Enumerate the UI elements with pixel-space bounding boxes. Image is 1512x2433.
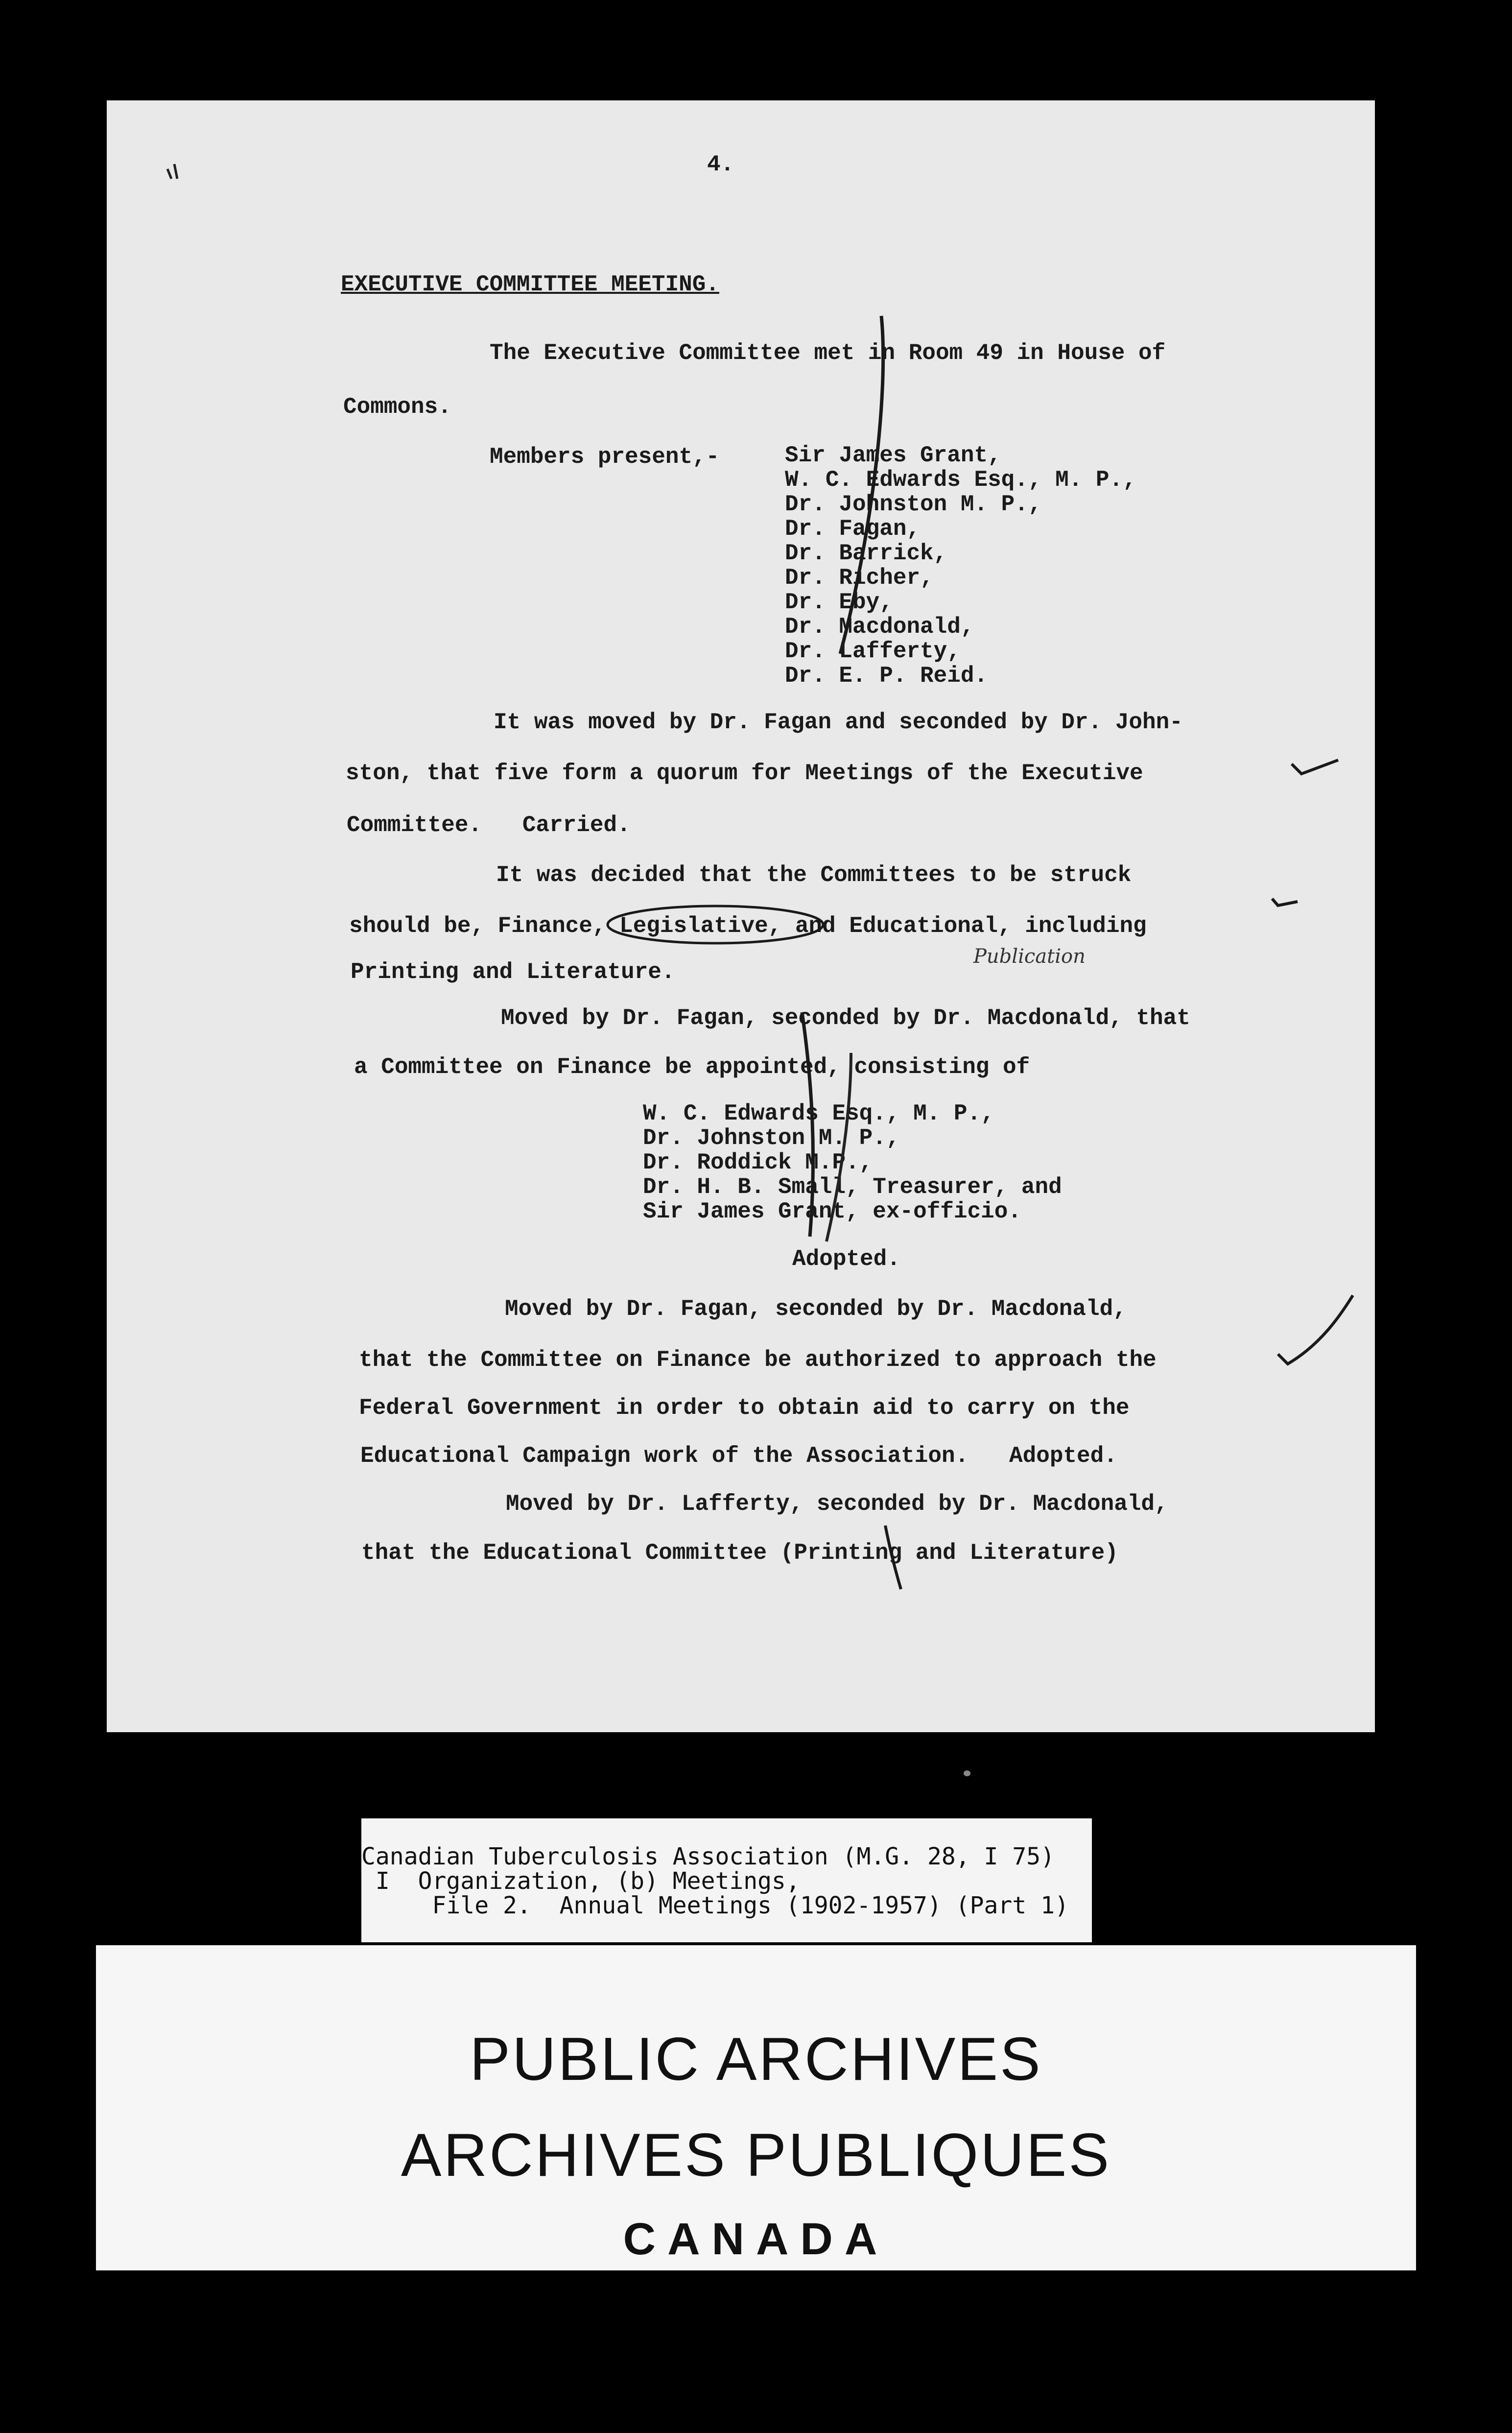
handwritten-note: Publication (973, 945, 1086, 968)
paragraph-line: The Executive Committee met in Room 49 in House of (490, 340, 1166, 366)
member-item: Dr. Barrick, (785, 541, 947, 566)
paragraph-line: Printing and Literature. (351, 959, 675, 985)
finance-member-item: Dr. Johnston M. P., (643, 1125, 900, 1151)
dust-speck (964, 1770, 970, 1776)
finance-member-item: W. C. Edwards Esq., M. P., (643, 1101, 994, 1126)
archive-label-line: Canadian Tuberculosis Association (M.G. 28, I 75) (361, 1843, 1055, 1870)
paragraph-line: Moved by Dr. Fagan, seconded by Dr. Macdonald, that (501, 1005, 1190, 1031)
member-item: Dr. Macdonald, (785, 614, 974, 640)
member-item: Dr. Lafferty, (785, 639, 961, 664)
member-item: Dr. Johnston M. P., (785, 492, 1042, 517)
paragraph-line: that the Committee on Finance be authorized to approach the (359, 1347, 1157, 1373)
stamp-line-country: CANADA (623, 2214, 889, 2264)
meeting-heading: EXECUTIVE COMMITTEE MEETING. (341, 272, 719, 297)
stamp-line-french: ARCHIVES PUBLIQUES (401, 2122, 1111, 2189)
paragraph-line: Commons. (343, 394, 451, 420)
adopted-text: Adopted. (792, 1246, 900, 1272)
paragraph-line: that the Educational Committee (Printing and Literature) (361, 1540, 1118, 1566)
paragraph-line: Federal Government in order to obtain aid to carry on the (359, 1395, 1130, 1421)
paragraph-line: should be, Finance, Legislative, and Educational, including (349, 913, 1147, 939)
paragraph-line: Educational Campaign work of the Association. Adopted. (360, 1443, 1117, 1469)
archive-label (361, 1818, 1092, 1942)
member-item: Dr. Eby, (785, 590, 893, 615)
stamp-line-english: PUBLIC ARCHIVES (470, 2026, 1042, 2093)
page-number: 4. (707, 152, 734, 177)
members-label: Members present,- (490, 444, 720, 470)
finance-member-item: Dr. H. B. Small, Treasurer, and (643, 1174, 1062, 1200)
paragraph-line: a Committee on Finance be appointed, consisting of (354, 1054, 1030, 1080)
archive-label-line: File 2. Annual Meetings (1902-1957) (Part 1) (361, 1892, 1069, 1919)
archive-label-line: I Organization, (b) Meetings, (361, 1867, 800, 1895)
paragraph-line: It was moved by Dr. Fagan and seconded by Dr. John- (494, 710, 1183, 735)
member-item: Dr. E. P. Reid. (785, 663, 988, 689)
member-item: Dr. Fagan, (785, 516, 921, 542)
member-item: Sir James Grant, (785, 443, 1001, 468)
paragraph-line: Committee. Carried. (347, 812, 631, 838)
paragraph-line: Moved by Dr. Fagan, seconded by Dr. Macdonald, (505, 1296, 1127, 1322)
paragraph-line: It was decided that the Committees to be struck (496, 862, 1132, 888)
finance-member-item: Dr. Roddick M.P., (643, 1150, 873, 1175)
paragraph-line: Moved by Dr. Lafferty, seconded by Dr. Macdonald, (506, 1491, 1168, 1517)
archives-stamp (96, 1945, 1416, 2270)
finance-member-item: Sir James Grant, ex-officio. (643, 1199, 1021, 1224)
member-item: W. C. Edwards Esq., M. P., (785, 467, 1136, 493)
member-item: Dr. Richer, (785, 565, 934, 591)
document-page (107, 100, 1375, 1732)
paragraph-line: ston, that five form a quorum for Meetings of the Executive (346, 761, 1143, 786)
